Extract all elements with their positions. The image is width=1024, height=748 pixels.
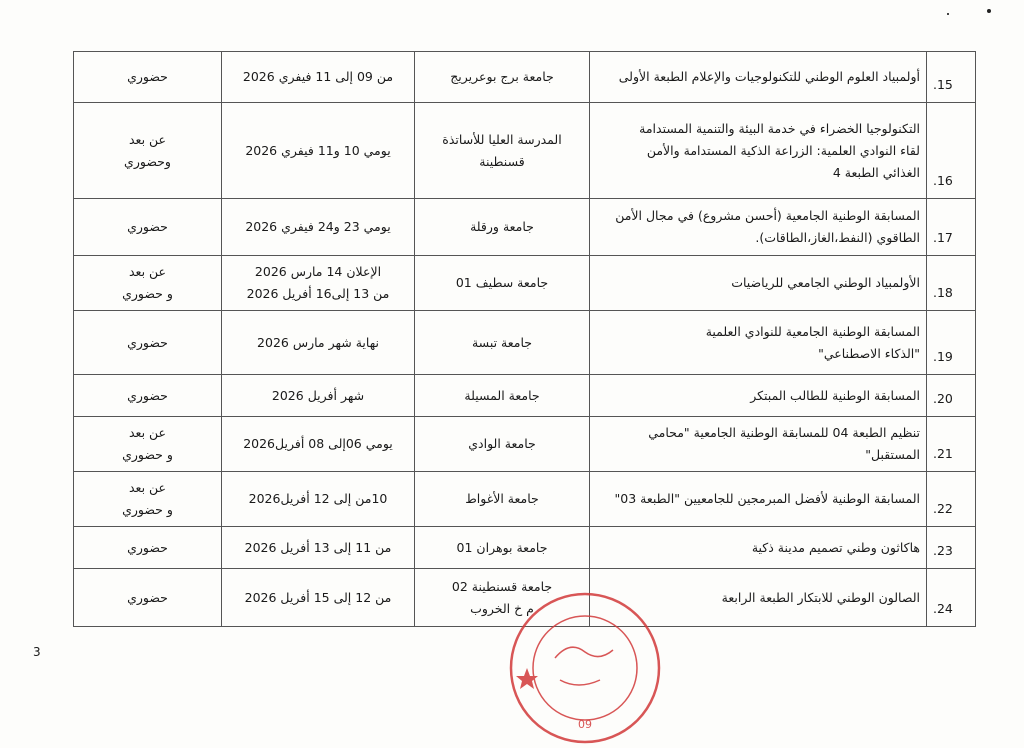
event-venue [415, 417, 590, 472]
event-venue-line: جامعة برج بوعريريج [450, 69, 554, 84]
event-venue [415, 375, 590, 417]
event-mode [74, 199, 222, 256]
row-number: .17 [927, 199, 976, 256]
event-title-line: الغذائي الطبعة 4 [832, 164, 920, 180]
event-title-line: لقاء النوادي العلمية: الزراعة الذكية المستدامة والأمن [646, 142, 920, 158]
event-date [222, 472, 415, 527]
event-mode-line: حضوري [127, 69, 168, 84]
event-title-line: أولمبياد العلوم الوطني للتكنولوجيات والإعلام الطبعة الأولى [618, 69, 920, 84]
svg-text:09: 09 [578, 718, 592, 731]
event-mode-line: و حضوري [122, 502, 173, 517]
event-date [222, 375, 415, 417]
event-venue [415, 199, 590, 256]
event-date-line: من 09 إلى 11 فيفري 2026 [242, 69, 394, 84]
event-date [222, 417, 415, 472]
event-mode-line: حضوري [127, 334, 168, 350]
event-venue [415, 527, 590, 569]
event-date [222, 569, 415, 627]
row-number: .19 [927, 311, 976, 375]
event-mode-line: حضوري [127, 219, 168, 234]
event-mode [74, 417, 222, 472]
row-number: .18 [927, 256, 976, 311]
event-venue-line: جامعة سطيف 01 [455, 275, 549, 290]
scan-dot [987, 9, 991, 13]
event-mode [74, 472, 222, 527]
table-row [74, 527, 976, 569]
event-venue [415, 311, 590, 375]
event-mode-line: عن بعد [128, 264, 167, 279]
event-date [222, 527, 415, 569]
event-date-line: 10من إلى 12 أفريل2026 [248, 491, 388, 506]
table-row [74, 472, 976, 527]
event-title-line: "الذكاء الاصطناعي" [818, 345, 920, 361]
event-title-line: المستقبل" [865, 447, 920, 462]
event-venue-line: المدرسة العليا للأساتذة [442, 131, 562, 147]
event-date-line: من 12 إلى 15 أفريل 2026 [244, 589, 392, 605]
event-title [590, 375, 927, 417]
event-title [590, 311, 927, 375]
event-title-line: الطاقوي (النفط،الغاز،الطاقات). [755, 230, 920, 245]
event-date [222, 52, 415, 103]
event-mode-line: حضوري [127, 387, 168, 403]
row-number: .16 [927, 103, 976, 199]
official-stamp [505, 588, 665, 748]
row-number: .24 [927, 569, 976, 627]
event-mode-line: عن بعد [128, 425, 167, 440]
event-title [590, 472, 927, 527]
event-title [590, 417, 927, 472]
row-number: .22 [927, 472, 976, 527]
event-mode-line: و حضوري [122, 286, 173, 301]
event-date-line: يومي 10 و11 فيفري 2026 [245, 142, 391, 158]
event-title-line: تنظيم الطبعة 04 للمسابقة الوطنية الجامعية "محامي [648, 425, 920, 440]
event-title-line: المسابقة الوطنية للطالب المبتكر [750, 387, 920, 403]
event-date-line: من 13 إلى16 أفريل 2026 [246, 286, 390, 301]
table-row [74, 103, 976, 199]
event-venue [415, 256, 590, 311]
event-date-line: شهر أفريل 2026 [271, 387, 365, 403]
event-venue-line: جامعة المسيلة [464, 387, 540, 403]
event-venue-line: جامعة الوادي [468, 436, 536, 451]
event-mode-line: عن بعد [128, 131, 167, 147]
event-mode-line: وحضوري [124, 153, 171, 169]
table-row [74, 417, 976, 472]
event-title [590, 199, 927, 256]
event-title [590, 52, 927, 103]
event-venue-line: قسنطينة [479, 153, 525, 169]
event-date [222, 256, 415, 311]
row-number: .23 [927, 527, 976, 569]
table-row [74, 256, 976, 311]
event-title-line: التكنولوجيا الخضراء في خدمة البيئة والتنمية المستدامة [639, 120, 920, 136]
event-venue-line: م خ الخروب [470, 600, 534, 616]
event-mode-line: حضوري [127, 589, 168, 605]
page-number: 3 [33, 645, 41, 659]
event-mode [74, 569, 222, 627]
event-date-line: نهاية شهر مارس 2026 [257, 334, 379, 350]
event-date-line: الإعلان 14 مارس 2026 [254, 264, 382, 279]
event-venue-line: جامعة بوهران 01 [456, 539, 548, 555]
event-title-line: الأولمبياد الوطني الجامعي للرياضيات [731, 275, 920, 290]
event-date-line: يومي 23 و24 فيفري 2026 [245, 219, 391, 234]
event-date [222, 311, 415, 375]
table-row [74, 375, 976, 417]
event-date-line: يومي 06إلى 08 أفريل2026 [243, 436, 393, 451]
event-mode [74, 311, 222, 375]
event-mode-line: و حضوري [122, 447, 173, 462]
row-number: .20 [927, 375, 976, 417]
table-row [74, 311, 976, 375]
event-mode-line: حضوري [127, 539, 168, 555]
event-title [590, 256, 927, 311]
event-venue-line: جامعة الأغواط [465, 491, 539, 506]
event-venue-line: جامعة قسنطينة 02 [451, 578, 553, 594]
event-date [222, 103, 415, 199]
event-mode [74, 103, 222, 199]
event-venue-line: جامعة ورقلة [470, 219, 534, 234]
event-date-line: من 11 إلى 13 أفريل 2026 [244, 539, 392, 555]
events-table [73, 51, 976, 627]
event-title-line: المسابقة الوطنية لأفضل المبرمجين للجامعيين "الطبعة 03" [614, 491, 920, 506]
row-number: .21 [927, 417, 976, 472]
event-title [590, 103, 927, 199]
scan-mark [947, 13, 949, 15]
event-title-line: المسابقة الوطنية الجامعية (أحسن مشروع) في مجال الأمن [615, 208, 920, 223]
event-mode [74, 52, 222, 103]
event-venue [415, 52, 590, 103]
event-mode [74, 527, 222, 569]
event-title-line: الصالون الوطني للابتكار الطبعة الرابعة [721, 589, 920, 605]
event-title-line: المسابقة الوطنية الجامعية للنوادي العلمية [705, 323, 920, 339]
table-row [74, 199, 976, 256]
event-mode-line: عن بعد [128, 480, 167, 495]
event-venue-line: جامعة تبسة [471, 334, 533, 350]
row-number: .15 [927, 52, 976, 103]
event-title [590, 527, 927, 569]
event-venue [415, 103, 590, 199]
table-row [74, 52, 976, 103]
event-title-line: هاكاثون وطني تصميم مدينة ذكية [751, 539, 920, 555]
event-mode [74, 256, 222, 311]
event-date [222, 199, 415, 256]
event-venue [415, 472, 590, 527]
event-mode [74, 375, 222, 417]
